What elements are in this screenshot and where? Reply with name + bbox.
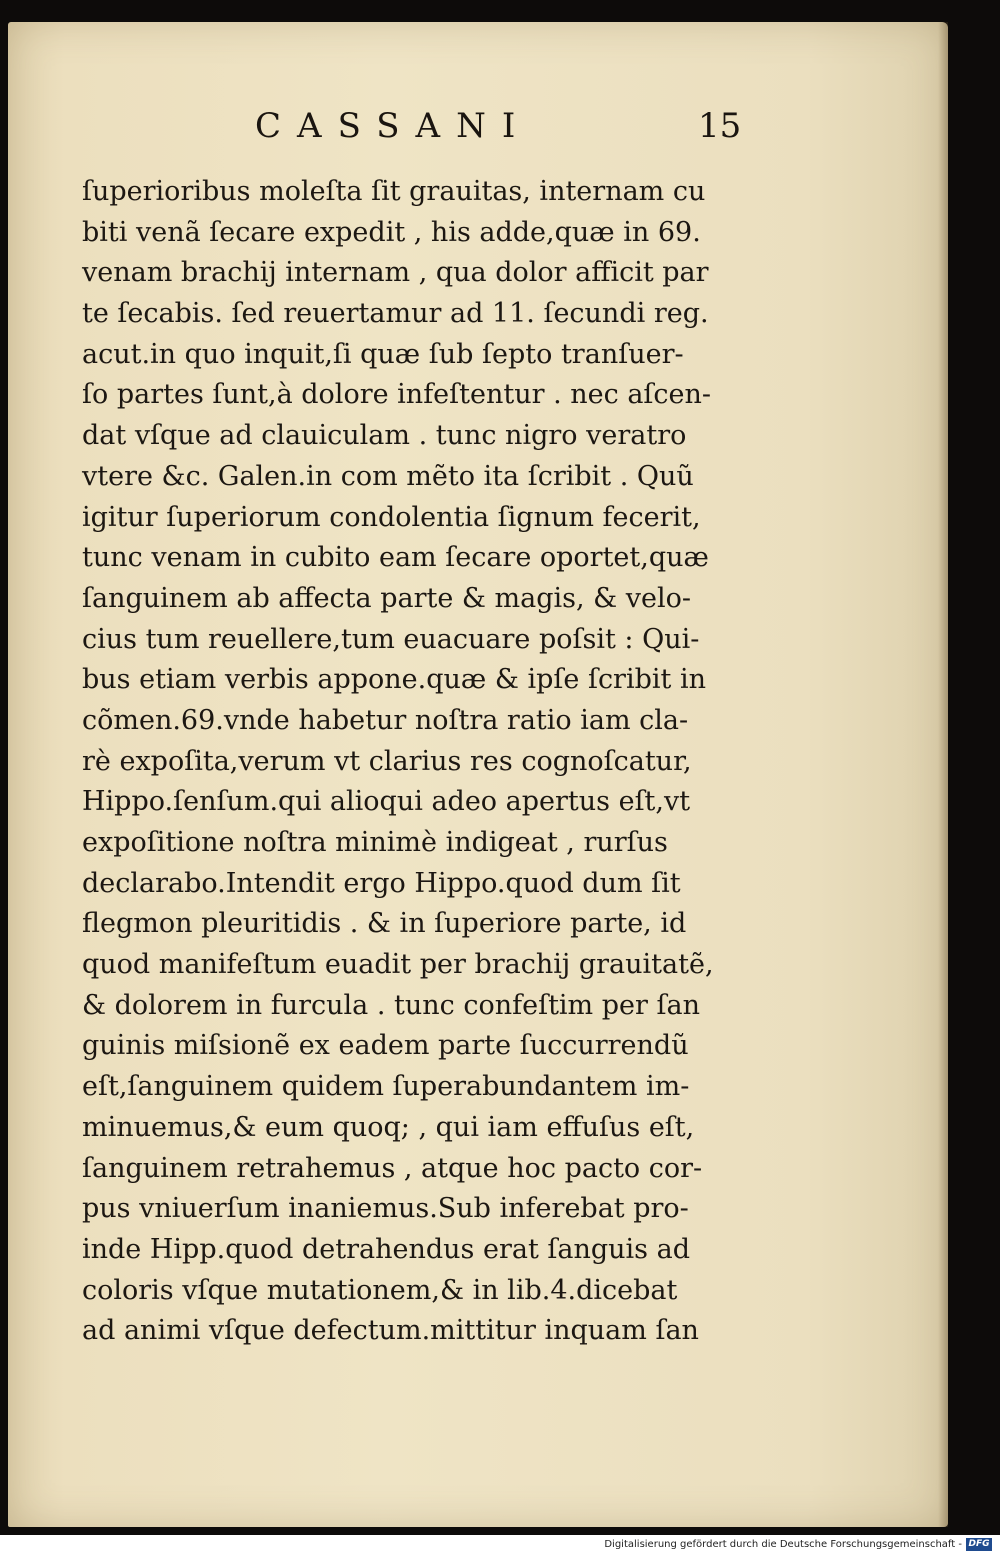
text-line: biti venã ſecare expedit , his adde,quæ in 69. [82,216,701,248]
text-line: rè expoſita,verum vt clarius res cognoſcatur, [82,745,692,777]
text-line: venam brachij internam , qua dolor afficit par [82,257,709,289]
text-line: bus etiam verbis appone.quæ & ipſe ſcribit in [82,664,706,696]
text-line: quod manifeſtum euadit per brachij grauitatẽ, [82,949,714,981]
text-line: acut.in quo inquit,ſi quæ ſub ſepto tranſuer- [82,338,684,370]
text-line: ſo partes ſunt,à dolore infeſtentur . nec aſcen- [82,379,712,411]
text-line: ſuperioribus moleſta ſit grauitas, internam cu [82,176,706,207]
footer-bar [0,1535,1000,1556]
text-line: igitur ſuperiorum condolentia ſignum fecerit, [82,501,701,533]
text-line: ſanguinem ab affecta parte & magis, & velo- [82,582,692,614]
text-line: ſanguinem retrahemus , atque hoc pacto cor- [82,1152,703,1184]
text-line: & dolorem in furcula . tunc confeſtim per ſan [82,989,700,1021]
page-number: 15 [698,106,742,146]
text-line: cõmen.69.vnde habetur noſtra ratio iam cla- [82,704,689,736]
text-line: flegmon pleuritidis . & in ſuperiore parte, id [82,908,687,940]
running-title: CASSANI [255,106,532,146]
text-line: eſt,ſanguinem quidem ſuperabundantem im- [82,1071,690,1103]
text-line: expoſitione noſtra minimè indigeat , rurſus [82,827,668,858]
text-line: cius tum reuellere,tum euacuare poſsit : Qui- [82,623,700,655]
text-line: Hippo.ſenſum.qui alioqui adeo apertus eſt,vt [82,786,691,818]
text-line: tunc venam in cubito eam ſecare oportet,quæ [82,542,709,574]
text-line: pus vniuerſum inaniemus.Sub inferebat pro- [82,1193,689,1225]
book-page [8,22,948,1527]
text-line: vtere &c. Galen.in com mẽto ita ſcribit . Quũ [82,460,694,492]
body-text [82,172,762,1352]
page-header [8,106,948,156]
text-line: inde Hipp.quod detrahendus erat ſanguis ad [82,1233,691,1265]
text-line: declarabo.Intendit ergo Hippo.quod dum ſit [82,867,681,899]
text-line: dat vſque ad clauiculam . tunc nigro veratro [82,420,687,452]
text-line: ad animi vſque defectum.mittitur inquam ſan [82,1315,699,1347]
text-line: te ſecabis. ſed reuertamur ad 11. ſecundi reg. [82,298,709,330]
text-line: coloris vſque mutationem,& in lib.4.dicebat [82,1274,678,1306]
footer-credit: Digitalisierung gefördert durch die Deutsche Forschungsgemeinschaft - [604,1539,962,1550]
text-line: guinis miſsionẽ ex eadem parte ſuccurrendũ [82,1030,689,1062]
page-edge-shadow [938,22,948,1527]
dfg-logo: DFG [966,1538,992,1551]
text-line: minuemus,& eum quoq; , qui iam effuſus eſt, [82,1111,695,1143]
